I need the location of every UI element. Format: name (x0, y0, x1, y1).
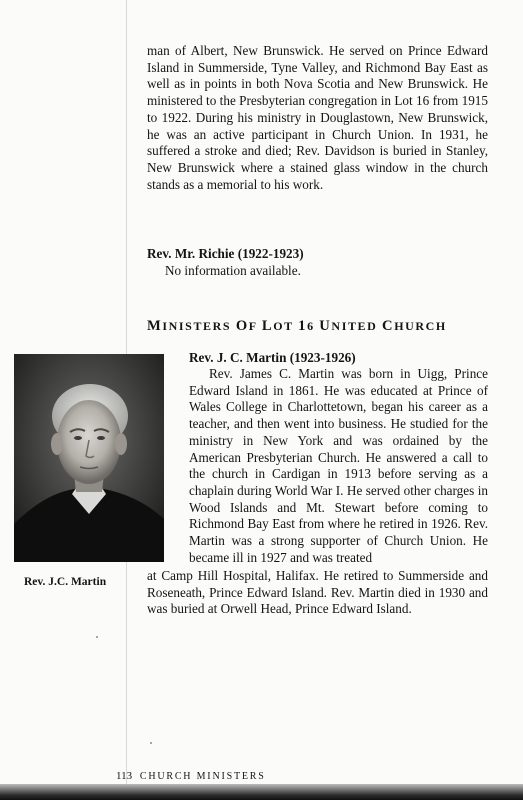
scan-bottom-edge (0, 784, 523, 800)
speck (150, 742, 152, 744)
photo-caption: Rev. J.C. Martin (24, 576, 107, 588)
martin-paragraph-part1: Rev. James C. Martin was born in Uigg, Prince Edward Island in 1861. He was educated at Prince of Wales College in Charlottetown, began his career as a teacher, and then went into business. He studied for the ministry in New York and was ordained by the American Presbyterian Church. He answered a call to the church in Cardigan in 1913 before serving as a chaplain during World War I. He served other charges in Wood Islands and Mt. Stewart before coming to Richmond Bay East from where he retired in 1926. Rev. Martin was a strong supporter of Church Union. He became ill in 1927 and was treated (189, 366, 488, 565)
martin-paragraph-part2: at Camp Hill Hospital, Halifax. He retired to Summerside and Roseneath, Prince Edward Island. Rev. Martin died in 1930 and was buried at Orwell Head, Prince Edward Island. (147, 568, 488, 617)
running-title: CHURCH MINISTERS (139, 771, 266, 782)
richie-heading: Rev. Mr. Richie (1922-1923) (147, 246, 304, 261)
portrait-photo (14, 354, 164, 562)
body-paragraph-davidson: man of Albert, New Brunswick. He served on Prince Edward Island in Summerside, Tyne Valley, and Richmond Bay East as well as in points in both Nova Scotia and New Brunswick. He ministered to the Presbyterian congregation in Lot 16 from 1915 to 1922. During his ministry in Douglastown, New Brunswick, he was an active participant in Church Union. In 1931, he suffered a stroke and died; Rev. Davidson is buried in Stanley, New Brunswick where a stained glass window in the church stands as a memorial to his work. (147, 43, 488, 192)
page-number: 113 (116, 770, 133, 782)
portrait-illustration (14, 354, 164, 562)
page-footer (116, 770, 266, 782)
section-title (147, 318, 447, 335)
section-title-text: MINISTERS OF LOT 16 UNITED CHURCH (147, 318, 447, 334)
speck (96, 636, 98, 638)
martin-heading: Rev. J. C. Martin (1923-1926) (189, 350, 356, 365)
richie-text: No information available. (165, 263, 301, 278)
